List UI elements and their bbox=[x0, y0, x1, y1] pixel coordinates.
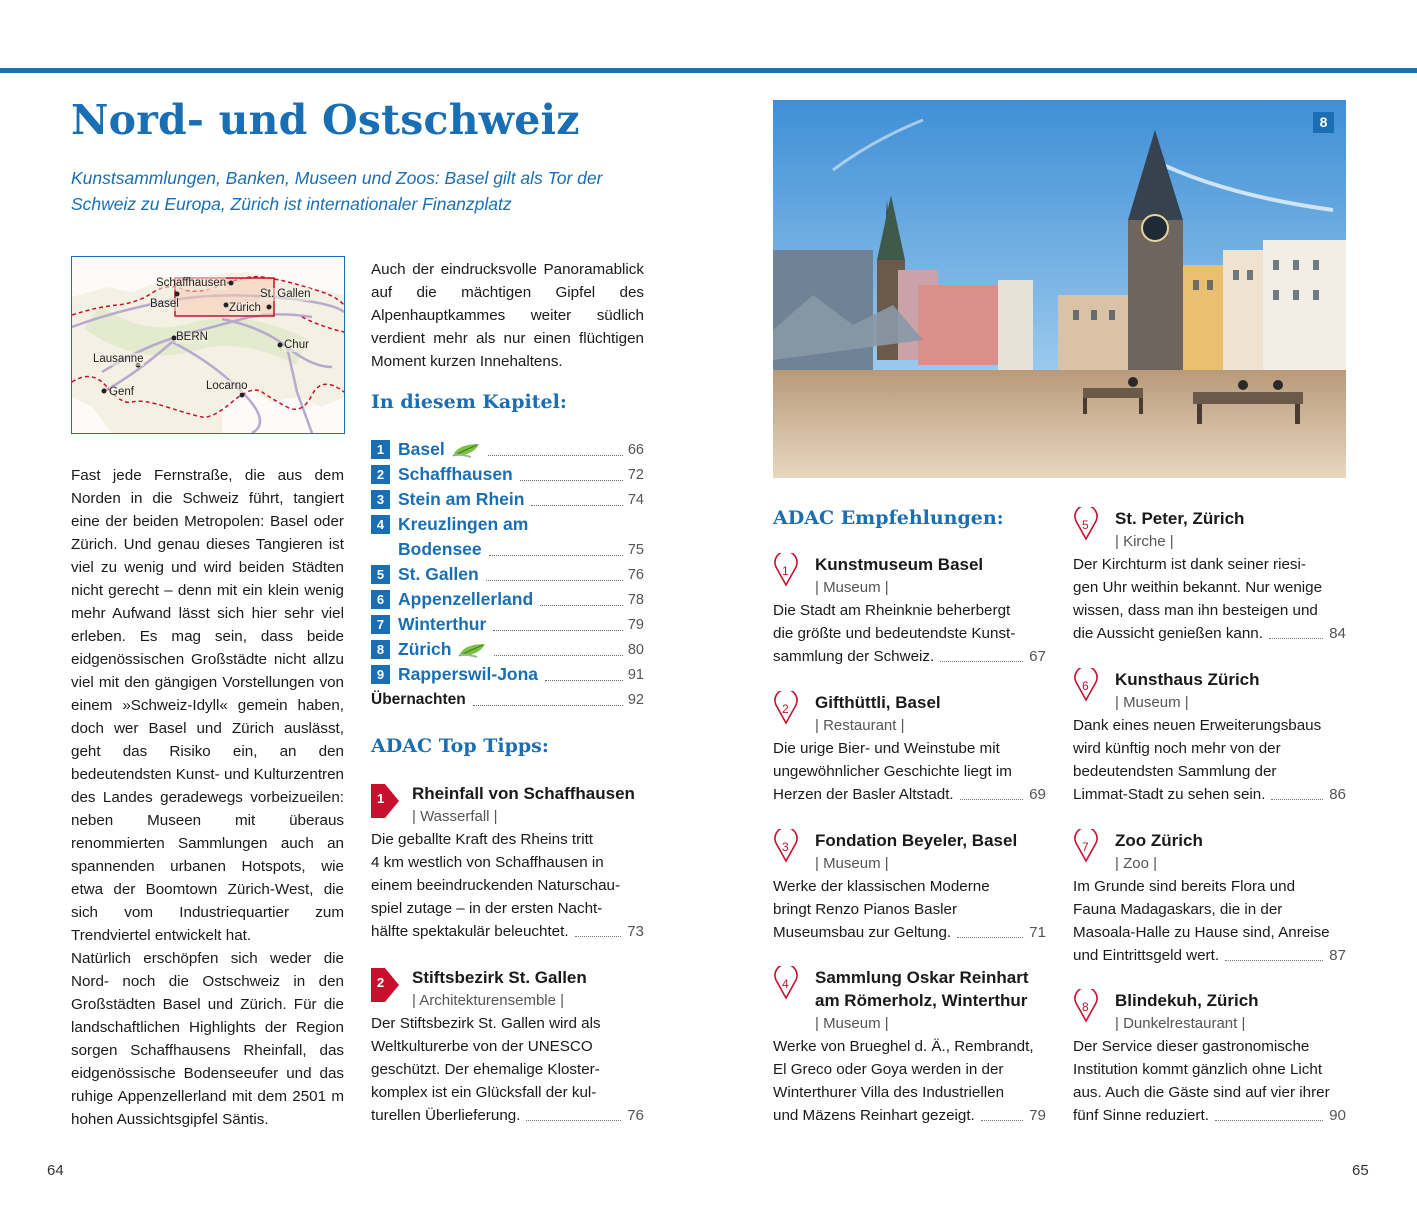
text-line: einem beeindruckenden Naturschau- bbox=[371, 877, 621, 894]
page-reference: 86 bbox=[1329, 786, 1346, 803]
recommendation-title: Kunstmuseum Basel bbox=[815, 555, 984, 574]
page-reference: 84 bbox=[1329, 625, 1346, 642]
recommendation-text bbox=[1073, 875, 1346, 967]
recommendation-text bbox=[773, 875, 1046, 944]
map-label-basel: Basel bbox=[150, 298, 179, 310]
text-last-line bbox=[1073, 622, 1346, 645]
toc-title: Rapperswil-Jona bbox=[398, 664, 539, 684]
recommendation bbox=[773, 691, 1046, 806]
toc-title: Zürich bbox=[398, 639, 452, 659]
text-last-line bbox=[1073, 1104, 1346, 1127]
toc-number: 3 bbox=[371, 490, 390, 509]
page-leader bbox=[940, 645, 1023, 662]
pin-number: 2 bbox=[782, 702, 789, 716]
leaf-icon bbox=[457, 642, 487, 658]
toc-number: 7 bbox=[371, 615, 390, 634]
toc-leader bbox=[545, 668, 623, 681]
overview-map bbox=[71, 256, 345, 434]
text-line: aus. Auch die Gäste sind auf vier ihrer bbox=[1073, 1084, 1330, 1101]
toc-page: 76 bbox=[627, 566, 644, 583]
photo-number-badge: 8 bbox=[1313, 112, 1334, 133]
toc-title: Winterthur bbox=[398, 614, 487, 634]
recommendation-text bbox=[773, 737, 1046, 806]
toc-title: Stein am Rhein bbox=[398, 489, 525, 509]
recommendation bbox=[1073, 829, 1346, 967]
text-line: Der Service dieser gastronomische bbox=[1073, 1038, 1310, 1055]
toc-entry[interactable] bbox=[371, 437, 644, 462]
recommendation-category: | Museum | bbox=[1115, 694, 1189, 711]
text-line: die größte und bedeutendste Kunst- bbox=[773, 625, 1016, 642]
toc-title: Schaffhausen bbox=[398, 464, 513, 484]
recommendation-title: Sammlung Oskar Reinhart bbox=[815, 968, 1029, 987]
page-leader bbox=[960, 783, 1023, 800]
text-line: bedeutendsten Sammlung der bbox=[1073, 763, 1277, 780]
text-line: Die urige Bier- und Weinstube mit bbox=[773, 740, 1000, 757]
toc-entry[interactable] bbox=[371, 612, 644, 637]
map-label-genf: Genf bbox=[109, 386, 134, 398]
map-label-zurich: Zürich bbox=[229, 302, 261, 314]
page-leader bbox=[957, 921, 1023, 938]
text-last-line bbox=[1073, 783, 1346, 806]
page-reference: 79 bbox=[1029, 1107, 1046, 1124]
toc-page: 92 bbox=[627, 691, 644, 708]
recommendation-category: | Zoo | bbox=[1115, 855, 1157, 872]
map-label-locarno: Locarno bbox=[206, 380, 248, 392]
map-label-schaffhausen: Schaffhausen bbox=[156, 277, 227, 289]
recommendation-category: | Museum | bbox=[815, 855, 889, 872]
toc-entry-continued[interactable] bbox=[371, 537, 644, 562]
recommendation bbox=[1073, 507, 1346, 645]
page-leader bbox=[526, 1104, 621, 1121]
top-tip-category: | Wasserfall | bbox=[412, 808, 498, 825]
recommendation-text bbox=[1073, 553, 1346, 645]
text-last-line bbox=[773, 783, 1046, 806]
toc-entry[interactable] bbox=[371, 462, 644, 487]
intro-paragraph: Natürlich erschöpfen sich weder die Nord- noch die Ostschweiz in den Großstädten Basel und Zürich. Für die landschaftlichen Highlights der Region sorgen Schaffhausens Rheinfall, das eidgenössische Bodenseeufer und das ruhige Appenzellerland mit dem 2501 m hohen Aussichtsgipfel Säntis. bbox=[71, 950, 344, 1128]
page-number-left: 64 bbox=[47, 1162, 64, 1179]
toc-page: 91 bbox=[627, 666, 644, 683]
text-last-line bbox=[773, 645, 1046, 668]
text-line: Fauna Madagaskars, die in der bbox=[1073, 901, 1283, 918]
toc-page: 75 bbox=[627, 541, 644, 558]
toc-entry[interactable] bbox=[371, 512, 644, 537]
text-line: Werke von Brueghel d. Ä., Rembrandt, bbox=[773, 1038, 1034, 1055]
text-last-line bbox=[371, 920, 644, 943]
toc-entry[interactable] bbox=[371, 562, 644, 587]
text-line: Weltkulturerbe von der UNESCO bbox=[371, 1038, 593, 1055]
recommendation-category: | Restaurant | bbox=[815, 717, 905, 734]
top-tip bbox=[371, 966, 644, 1127]
pin-number: 5 bbox=[1082, 518, 1089, 532]
text-line: und Mäzens Reinhart gezeigt. bbox=[773, 1107, 975, 1124]
text-line: wird künftig noch mehr von der bbox=[1073, 740, 1281, 757]
top-tips-heading: ADAC Top Tipps: bbox=[371, 735, 549, 757]
text-line: spiel zutage – in der ersten Nacht- bbox=[371, 900, 603, 917]
pin-number: 8 bbox=[1082, 1000, 1089, 1014]
toc-leader bbox=[488, 443, 623, 456]
intro-text-continued bbox=[371, 258, 644, 373]
page-leader bbox=[1269, 622, 1323, 639]
recommendation-text bbox=[773, 1035, 1046, 1127]
toc-title: Basel bbox=[398, 439, 445, 459]
page-title: Nord- und Ostschweiz bbox=[71, 96, 580, 144]
top-tip-number: 2 bbox=[377, 975, 385, 990]
recommendation-title: St. Peter, Zürich bbox=[1115, 509, 1245, 528]
recommendation bbox=[773, 553, 1046, 668]
toc-leader bbox=[486, 568, 623, 581]
text-line: Institution kommt gänzlich ohne Licht bbox=[1073, 1061, 1323, 1078]
toc-page: 74 bbox=[627, 491, 644, 508]
toc-title: Bodensee bbox=[398, 539, 482, 559]
text-line: fünf Sinne reduziert. bbox=[1073, 1107, 1209, 1124]
toc-page: 80 bbox=[627, 641, 644, 658]
subtitle-line: Schweiz zu Europa, Zürich ist internationaler Finanzplatz bbox=[71, 193, 512, 214]
toc-title: Kreuzlingen am bbox=[398, 514, 529, 534]
page-leader bbox=[575, 920, 622, 937]
text-last-line bbox=[773, 921, 1046, 944]
text-line: Herzen der Basler Altstadt. bbox=[773, 786, 954, 803]
page-reference: 69 bbox=[1029, 786, 1046, 803]
text-line: Museumsbau zur Geltung. bbox=[773, 924, 952, 941]
toc-title: Appenzellerland bbox=[398, 589, 534, 609]
toc-number: 2 bbox=[371, 465, 390, 484]
map-label-lausanne: Lausanne bbox=[93, 353, 144, 365]
toc-number: 8 bbox=[371, 640, 390, 659]
top-tip-text bbox=[371, 828, 644, 943]
text-line: Dank eines neuen Erweiterungsbaus bbox=[1073, 717, 1322, 734]
page-number-right: 65 bbox=[1352, 1162, 1369, 1179]
top-tip-category: | Architekturensemble | bbox=[412, 992, 565, 1009]
page-reference: 87 bbox=[1329, 947, 1346, 964]
page-reference: 76 bbox=[627, 1107, 644, 1124]
chapter-contents-heading: In diesem Kapitel: bbox=[371, 391, 567, 413]
intro-paragraph: Fast jede Fernstraße, die aus dem Norden in die Schweiz führt, tangiert eine der beiden Metropolen: Basel oder Zürich. Und genau dieses Tangieren ist viel zu wenig und wird beiden Städten nicht gerecht – denn mit ein klein wenig mehr Aufwand lässt sich hier sehr viel erleben. Es mag sein, dass beide eidgenössischen Großstädte nicht allzu viel mit den gängigen Vorstellungen von einem »Schweiz-Idyll« gemein haben, doch wer Basel und Zürich auslässt, geht das Risiko ein, an den bedeutendsten Kunst- und Kulturzentren des Landes geradewegs vorbeizueilen: neben Museen mit überaus renommierten Sammlungen auch an spannenden urbanen Hotspots, wie etwa der Boomtown Zürich-West, die sich vom Industriequartier zum Trendviertel entwickelt hat. bbox=[71, 467, 344, 944]
toc-entry[interactable] bbox=[371, 637, 644, 662]
toc-page: 78 bbox=[627, 591, 644, 608]
recommendation-title: Zoo Zürich bbox=[1115, 831, 1203, 850]
text-line: turellen Überlieferung. bbox=[371, 1107, 521, 1124]
recommendation-title: Fondation Beyeler, Basel bbox=[815, 831, 1018, 850]
recommendation-title: Gifthüttli, Basel bbox=[815, 693, 941, 712]
map-label-chur: Chur bbox=[284, 339, 309, 351]
text-last-line bbox=[773, 1104, 1046, 1127]
text-line: ungewöhnlicher Geschichte liegt im bbox=[773, 763, 1012, 780]
pin-number: 7 bbox=[1082, 840, 1089, 854]
recommendations-heading: ADAC Empfehlungen: bbox=[773, 507, 1004, 529]
chapter-contents bbox=[371, 437, 644, 712]
text-line: sammlung der Schweiz. bbox=[773, 648, 935, 665]
recommendation-category: | Kirche | bbox=[1115, 533, 1174, 550]
top-tip-text bbox=[371, 1012, 644, 1127]
toc-page: 66 bbox=[627, 441, 644, 458]
text-line: Der Kirchturm ist dank seiner riesi- bbox=[1073, 556, 1306, 573]
page-reference: 67 bbox=[1029, 648, 1046, 665]
page-leader bbox=[1225, 944, 1323, 961]
subtitle-line: Kunstsammlungen, Banken, Museen und Zoos: Basel gilt als Tor der bbox=[71, 168, 603, 188]
text-line: Winterthurer Villa des Industriellen bbox=[773, 1084, 1005, 1101]
text-line: 4 km westlich von Schaffhausen in bbox=[371, 854, 604, 871]
text-line: hälfte spektakulär beleuchtet. bbox=[371, 923, 569, 940]
recommendation-category: | Museum | bbox=[815, 579, 889, 596]
text-line: Masoala-Halle zu Hause sind, Anreise bbox=[1073, 924, 1330, 941]
text-line: gen Uhr weithin bekannt. Nur wenige bbox=[1073, 579, 1323, 596]
pin-number: 3 bbox=[782, 840, 789, 854]
toc-leader bbox=[494, 643, 622, 656]
toc-entry[interactable] bbox=[371, 662, 644, 687]
text-line: wissen, dass man ihn besteigen und bbox=[1073, 602, 1318, 619]
toc-leader bbox=[531, 493, 622, 506]
recommendation-title-continued: am Römerholz, Winterthur bbox=[815, 991, 1028, 1010]
toc-page: 72 bbox=[627, 466, 644, 483]
toc-leader bbox=[473, 693, 623, 706]
top-tip-title: Stiftsbezirk St. Gallen bbox=[412, 968, 587, 987]
top-tip-number: 1 bbox=[377, 791, 385, 806]
recommendation-category: | Museum | bbox=[815, 1015, 889, 1032]
toc-number: 1 bbox=[371, 440, 390, 459]
text-last-line bbox=[371, 1104, 644, 1127]
text-line: Die geballte Kraft des Rheins tritt bbox=[371, 831, 594, 848]
recommendation bbox=[773, 966, 1046, 1127]
toc-entry[interactable] bbox=[371, 587, 644, 612]
toc-entry[interactable] bbox=[371, 687, 644, 712]
top-rule bbox=[0, 68, 1417, 73]
page-reference: 90 bbox=[1329, 1107, 1346, 1124]
toc-leader bbox=[520, 468, 623, 481]
toc-entry[interactable] bbox=[371, 487, 644, 512]
page-reference: 73 bbox=[627, 923, 644, 940]
text-line: Werke der klassischen Moderne bbox=[773, 878, 990, 895]
top-tip-title: Rheinfall von Schaffhausen bbox=[412, 784, 635, 803]
text-line: Limmat-Stadt zu sehen sein. bbox=[1073, 786, 1266, 803]
recommendation-title: Kunsthaus Zürich bbox=[1115, 670, 1260, 689]
zurich-photo bbox=[773, 100, 1346, 478]
recommendation-text bbox=[1073, 1035, 1346, 1127]
text-line: Im Grunde sind bereits Flora und bbox=[1073, 878, 1296, 895]
text-line: und Eintrittsgeld wert. bbox=[1073, 947, 1220, 964]
intro-paragraph: Auch der eindrucksvolle Panoramablick auf die mächtigen Gipfel des Alpenhauptkammes weiter südlich verdient mehr als nur einen flüchtigen Moment kurzen Innehaltens. bbox=[371, 261, 644, 370]
text-line: die Aussicht genießen kann. bbox=[1073, 625, 1263, 642]
photo-illustration bbox=[773, 100, 1346, 478]
pin-number: 6 bbox=[1082, 679, 1089, 693]
text-line: Der Stiftsbezirk St. Gallen wird als bbox=[371, 1015, 601, 1032]
page-reference: 71 bbox=[1029, 924, 1046, 941]
top-tip-badge-icon bbox=[371, 968, 399, 1002]
recommendation bbox=[1073, 668, 1346, 806]
map-label-bern: BERN bbox=[176, 331, 208, 343]
top-tip bbox=[371, 782, 644, 943]
recommendation bbox=[773, 829, 1046, 944]
leaf-icon bbox=[451, 442, 481, 458]
text-last-line bbox=[1073, 944, 1346, 967]
intro-text-column bbox=[71, 464, 344, 1131]
toc-number: 4 bbox=[371, 515, 390, 534]
toc-title: St. Gallen bbox=[398, 564, 479, 584]
pin-number: 4 bbox=[782, 977, 789, 991]
map-label-st-gallen: St. Gallen bbox=[260, 288, 311, 300]
recommendation bbox=[1073, 989, 1346, 1127]
recommendation-text bbox=[1073, 714, 1346, 806]
pin-number: 1 bbox=[782, 564, 789, 578]
page-leader bbox=[981, 1104, 1023, 1121]
page-leader bbox=[1215, 1104, 1323, 1121]
toc-title: Übernachten bbox=[371, 690, 466, 708]
page-leader bbox=[1271, 783, 1323, 800]
text-line: bringt Renzo Pianos Basler bbox=[773, 901, 958, 918]
top-tip-badge-icon bbox=[371, 784, 399, 818]
toc-leader bbox=[489, 543, 623, 556]
recommendation-category: | Dunkelrestaurant | bbox=[1115, 1015, 1246, 1032]
toc-number: 9 bbox=[371, 665, 390, 684]
toc-number: 5 bbox=[371, 565, 390, 584]
recommendation-title: Blindekuh, Zürich bbox=[1115, 991, 1259, 1010]
chapter-subtitle bbox=[71, 166, 631, 217]
toc-number: 6 bbox=[371, 590, 390, 609]
toc-leader bbox=[540, 593, 623, 606]
toc-leader bbox=[493, 618, 623, 631]
text-line: komplex ist ein Glücksfall der kul- bbox=[371, 1084, 597, 1101]
toc-page: 79 bbox=[627, 616, 644, 633]
recommendation-text bbox=[773, 599, 1046, 668]
text-line: El Greco oder Goya werden in der bbox=[773, 1061, 1004, 1078]
text-line: geschützt. Der ehemalige Kloster- bbox=[371, 1061, 600, 1078]
text-line: Die Stadt am Rheinknie beherbergt bbox=[773, 602, 1011, 619]
